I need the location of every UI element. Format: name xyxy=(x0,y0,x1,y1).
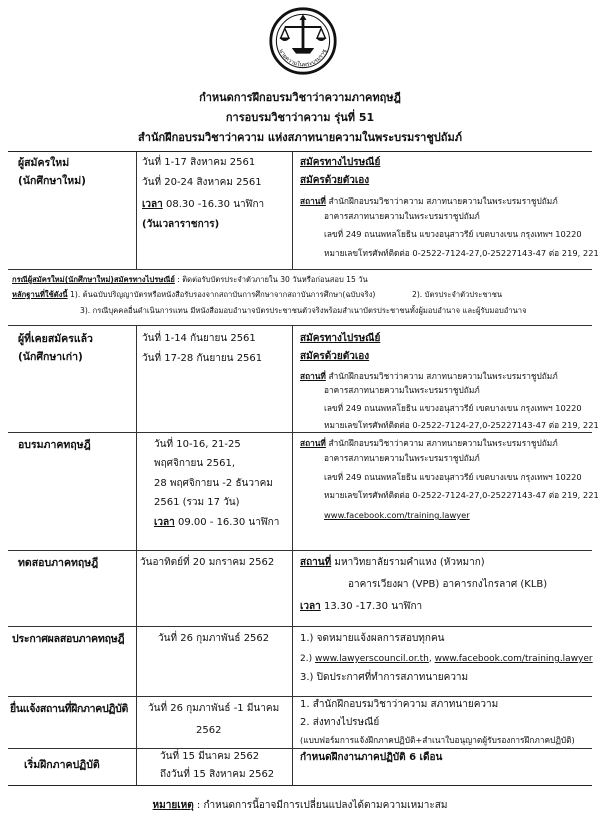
apply-in-person: สมัครด้วยตัวเอง xyxy=(300,351,370,362)
exam-date: วันอาทิตย์ที่ 20 มกราคม 2562 xyxy=(140,557,275,568)
row-sublabel: (นักศึกษาเก่า) xyxy=(18,351,83,363)
results-date: วันที่ 26 กุมภาพันธ์ 2562 xyxy=(158,633,270,644)
building: อาคารสภาทนายความในพระบรมราชูปถัมภ์ xyxy=(324,211,480,221)
row-results xyxy=(8,626,592,697)
row-label: อบรมภาคทฤษฎี xyxy=(18,439,91,451)
time-range: 13.30 -17.30 นาฬิกา xyxy=(323,601,423,612)
doc-item-3: 3). กรณีบุคคลอื่นดำเนินการแทน มีหนังสือมอบอำนาจบัตรประชาชนตัวจริงพร้อมสำเนาบัตรประชาชนทั้งผู้มอบอำนาจ และผู้รับมอบอำนาจ xyxy=(80,306,527,315)
time-label: เวลา xyxy=(142,199,163,210)
training-dates-2: พฤศจิกายน 2561, xyxy=(154,458,236,469)
submit-item-2: 2. ส่งทางไปรษณีย์ xyxy=(300,717,380,728)
doc-item-2: 2). บัตรประจำตัวประชาชน xyxy=(412,290,503,299)
results-item-1: 1.) จดหมายแจ้งผลการสอบทุกคน xyxy=(300,633,445,644)
training-dates-3: 28 พฤศจิกายน -2 ธันวาคม xyxy=(154,478,273,489)
row-theory-training xyxy=(8,432,599,551)
note-text: : กำหนดการนี้อาจมีการเปลี่ยนแปลงได้ตามความเหมาะสม xyxy=(193,800,448,811)
time-range: 09.00 - 16.30 นาฬิกา xyxy=(177,517,280,528)
results-item-3: 3.) ปิดประกาศที่ทำการสภาทนายความ xyxy=(300,672,469,683)
end-date: ถึงวันที่ 15 สิงหาคม 2562 xyxy=(160,769,275,780)
building: อาคารสภาทนายความในพระบรมราชูปถัมภ์ xyxy=(324,385,480,395)
schedule-table xyxy=(8,151,599,786)
official-hours: (วันเวลาราชการ) xyxy=(142,219,220,230)
row-sublabel: (นักศึกษาใหม่) xyxy=(18,175,86,187)
apply-in-person: สมัครด้วยตัวเอง xyxy=(300,175,370,186)
row-practice-start xyxy=(8,748,592,785)
place-name: สำนักฝึกอบรมวิชาว่าความ สภาทนายความในพระบรมราชูปถัมภ์ xyxy=(328,438,558,448)
doc-item-1: 1). ต้นฉบับปริญญาบัตรหรือหนังสือรับรองจากสถาบันการศึกษาจากสถาบันการศึกษา(ฉบับจริง) xyxy=(70,290,376,299)
lawyers-council-link[interactable]: www.lawyerscouncil.or.th xyxy=(314,654,429,664)
phone-numbers: หมายเลขโทรศัพท์ติดต่อ 0-2522-7124-27,0-25227143-47 ต่อ 219, 221 xyxy=(324,248,599,258)
row-former-applicants xyxy=(8,325,599,433)
apply-by-mail: สมัครทางไปรษณีย์ xyxy=(300,157,381,168)
link-separator: , xyxy=(428,654,435,664)
title-line-3: สำนักฝึกอบรมวิชาว่าความ แห่งสภาทนายความในพระบรมราชูปถัมภ์ xyxy=(138,131,462,144)
submit-dates-2: 2562 xyxy=(196,725,222,736)
results-item-2-prefix: 2.) xyxy=(300,654,315,664)
note-label: หมายเหตุ xyxy=(152,800,194,811)
training-dates-4: 2561 (รวม 17 วัน) xyxy=(154,497,240,508)
date-range-1: วันที่ 1-17 สิงหาคม 2561 xyxy=(142,157,256,168)
time-range: 08.30 -16.30 นาฬิกา xyxy=(165,199,265,210)
row-label: ประกาศผลสอบภาคทฤษฎี xyxy=(12,633,125,645)
street-address: เลขที่ 249 ถนนพหลโยธิน แขวงอนุสาวรีย์ เขตบางเขน กรุงเทพฯ 10220 xyxy=(324,403,582,413)
place-label: สถานที่ xyxy=(300,371,326,381)
facebook-link[interactable]: www.facebook.com/training.lawyer xyxy=(434,654,593,664)
phone-numbers: หมายเลขโทรศัพท์ติดต่อ 0-2522-7124-27,0-25227143-47 ต่อ 219, 221 xyxy=(324,490,599,500)
place-name: สำนักฝึกอบรมวิชาว่าความ สภาทนายความในพระบรมราชูปถัมภ์ xyxy=(328,371,558,381)
training-dates-1: วันที่ 10-16, 21-25 xyxy=(154,439,241,450)
title-line-1: กำหนดการฝึกอบรมวิชาว่าความภาคทฤษฎี xyxy=(199,91,401,104)
exam-place: มหาวิทยาลัยรามคำแหง (หัวหมาก) xyxy=(334,557,485,568)
mail-note-lead: กรณีผู้สมัครใหม่(นักศึกษาใหม่)สมัครทางไปรษณีย์ xyxy=(12,275,175,284)
submit-item-1: 1. สำนักฝึกอบรมวิชาว่าความ สภาทนายความ xyxy=(300,699,499,710)
building: อาคารสภาทนายความในพระบรมราชูปถัมภ์ xyxy=(324,453,480,463)
row-label: ยื่นแจ้งสถานที่ฝึกภาคปฏิบัติ xyxy=(10,703,128,715)
time-label: เวลา xyxy=(300,601,321,612)
row-label: เริ่มฝึกภาคปฏิบัติ xyxy=(24,759,100,771)
place-name: สำนักฝึกอบรมวิชาว่าความ สภาทนายความในพระบรมราชูปถัมภ์ xyxy=(328,196,558,206)
place-label: สถานที่ xyxy=(300,196,326,206)
date-range-1: วันที่ 1-14 กันยายน 2561 xyxy=(142,333,256,344)
row-new-applicants xyxy=(8,152,599,270)
submit-dates-1: วันที่ 26 กุมภาพันธ์ -1 มีนาคม xyxy=(148,703,280,714)
street-address: เลขที่ 249 ถนนพหลโยธิน แขวงอนุสาวรีย์ เขตบางเขน กรุงเทพฯ 10220 xyxy=(324,472,582,482)
submit-item-3: (แบบฟอร์มการแจ้งฝึกภาคปฏิบัติ+สำเนาใบอนุญาตผู้รับรองการฝึกภาคปฏิบัติ) xyxy=(300,735,575,745)
seal-ring-text: นายความในพระบรมราชู xyxy=(277,48,329,69)
place-label: สถานที่ xyxy=(300,438,326,448)
row-practice-submit xyxy=(8,696,592,749)
date-range-2: วันที่ 20-24 สิงหาคม 2561 xyxy=(142,177,262,188)
mail-note-text: : ติดต่อรับบัตรประจำตัวภายใน 30 วันหรือก่อนสอบ 15 วัน xyxy=(174,275,368,284)
practice-period: กำหนดฝึกงานภาคปฏิบัติ 6 เดือน xyxy=(300,752,443,763)
title-line-2: การอบรมวิชาว่าความ รุ่นที่ 51 xyxy=(225,111,375,124)
date-range-2: วันที่ 17-28 กันยายน 2561 xyxy=(142,353,263,364)
start-date: วันที่ 15 มีนาคม 2562 xyxy=(160,751,260,762)
row-theory-exam xyxy=(8,550,592,627)
row-label: ทดสอบภาคทฤษฎี xyxy=(18,557,99,569)
docs-label: หลักฐานที่ใช้ดังนี้ xyxy=(12,290,68,299)
facebook-link[interactable]: www.facebook.com/training.lawyer xyxy=(324,510,470,520)
footer-note xyxy=(0,799,600,813)
place-label: สถานที่ xyxy=(300,557,332,568)
exam-building: อาคารเวียงผา (VPB) อาคารกงไกรลาศ (KLB) xyxy=(348,579,548,590)
street-address: เลขที่ 249 ถนนพหลโยธิน แขวงอนุสาวรีย์ เขตบางเขน กรุงเทพฯ 10220 xyxy=(324,229,582,239)
apply-by-mail: สมัครทางไปรษณีย์ xyxy=(300,333,381,344)
time-label: เวลา xyxy=(154,517,175,528)
row-label: ผู้สมัครใหม่ xyxy=(18,157,70,169)
row-label: ผู้ที่เคยสมัครแล้ว xyxy=(18,333,93,345)
row-mail-note xyxy=(8,269,592,326)
lawyers-council-seal-icon xyxy=(268,6,338,76)
phone-numbers: หมายเลขโทรศัพท์ติดต่อ 0-2522-7124-27,0-25227143-47 ต่อ 219, 221 xyxy=(324,420,599,430)
